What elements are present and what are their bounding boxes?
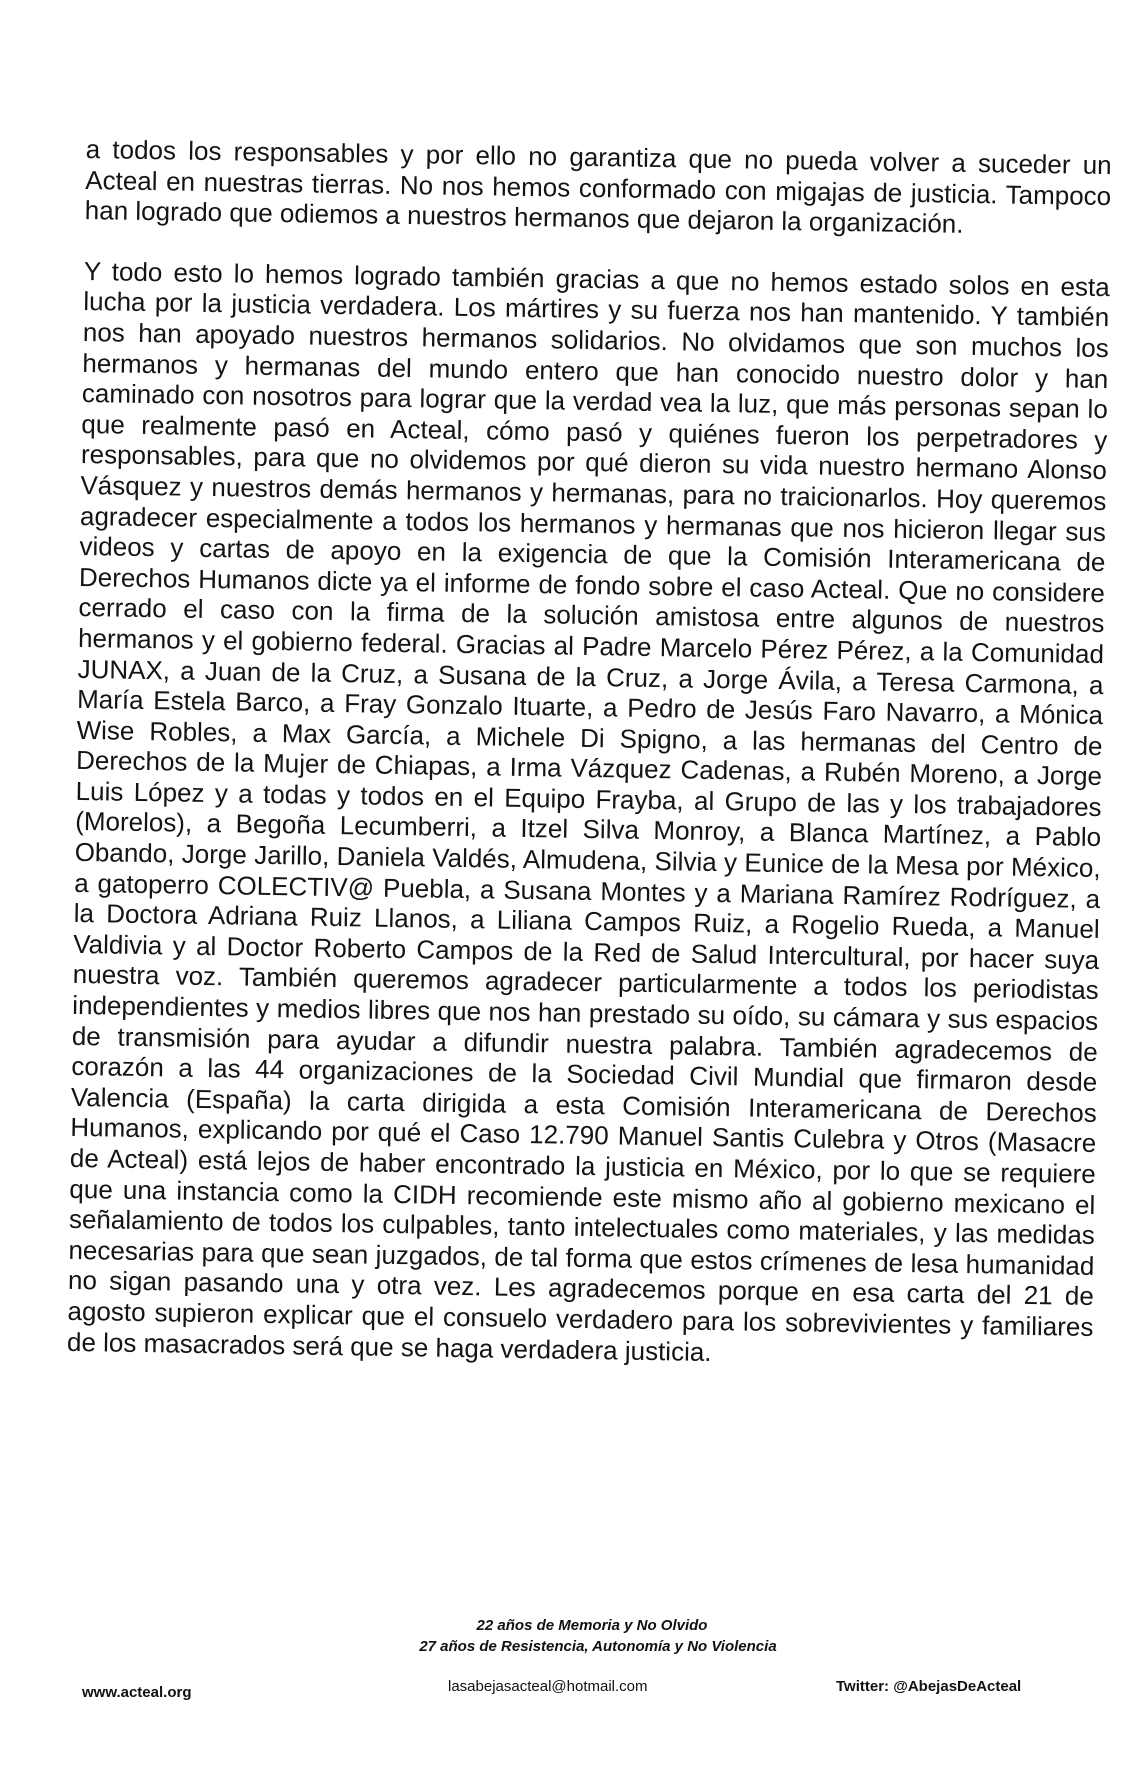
footer-twitter-handle[interactable]: Twitter: @AbejasDeActeal [836,1678,1022,1695]
paragraph-acknowledgements: Y todo esto lo hemos logrado también gracias a que no hemos estado solos en esta lucha por la justicia verdadera. Los mártires y su fuerza nos han mantenido. Y también nos han apoyado nuestros hermanos solidarios. No olvidamos que son muchos los hermanos y hermanas del mundo entero que han conocido nuestro dolor y han caminado con nosotros para lograr que la verdad vea la luz, que más personas sepan lo que realmente pasó en Acteal, cómo pasó y quiénes fueron los perpetradores y responsables, para que no olvidemos por qué dieron su vida nuestro hermano Alonso Vásquez y nuestros demás hermanos y hermanas, para no traicionarlos. Hoy queremos agradecer especialmente a todos los hermanos y hermanas que nos hicieron llegar sus videos y cartas de apoyo en la exigencia de que la Comisión Interamericana de Derechos Humanos dicte ya el informe de fondo sobre el caso Acteal. Que no considere cerrado el caso con la firma de la solución amistosa entre algunos de nuestros hermanos y el gobierno federal. Gracias al Padre Marcelo Pérez Pérez, a la Comunidad JUNAX, a Juan de la Cruz, a Susana de la Cruz, a Jorge Ávila, a Teresa Carmona, a María Estela Barco, a Fray Gonzalo Ituarte, a Pedro de Jesús Faro Navarro, a Mónica Wise Robles, a Max García, a Michele Di Spigno, a las hermanas del Centro de Derechos de la Mujer de Chiapas, a Irma Vázquez Cadenas, a Rubén Moreno, a Jorge Luis López y a todas y todos en el Equipo Frayba, al Grupo de las y los trabajadores (Morelos), a Begoña Lecumberri, a Itzel Silva Monroy, a Blanca Martínez, a Pablo Obando, Jorge Jarillo, Daniela Valdés, Almudena, Silvia y Eunice de la Mesa por México, a gatoperro COLECTIV@ Puebla, a Susana Montes y a Mariana Ramírez Rodríguez, a la Doctora Adriana Ruiz Llanos, a Liliana Campos Ruiz, a Rogelio Rueda, a Manuel Valdivia y al Doctor Roberto Campos de la Red de Salud Intercultural, por hacer suya nuestra voz. También queremos agradecer particularmente a todos los periodistas independientes y medios libres que nos han prestado su oído, su cámara y sus espacios de transmisión para ayudar a difundir nuestra palabra. También agradecemos de corazón a las 44 organizaciones de la Sociedad Civil Mundial que firmaron desde Valencia (España) la carta dirigida a esta Comisión Interamericana de Derechos Humanos, explicando por qué el Caso 12.790 Manuel Santis Culebra y Otros (Masacre de Acteal) está lejos de haber encontrado la justicia en México, por lo que se requiere que una instancia como la CIDH recomiende este mismo año al gobierno mexicano el señalamiento de todos los culpables, tanto intelectuales como materiales, y las medidas necesarias para que sean juzgados, de tal forma que estos crímenes de lesa humanidad no sigan pasando una y otra vez. Les agradecemos porque en esa carta del 21 de agosto supieron explicar que el consuelo verdadero para los sobrevivientes y familiares de los masacrados será que se haga verdadera justicia. [66,255,1110,1367]
footer-email-link[interactable]: lasabejasacteal@hotmail.com [448,1678,648,1695]
footer-website-link[interactable]: www.acteal.org [82,1684,192,1701]
paragraph-closing-statement: a todos los responsables y por ello no garantiza que no pueda volver a suceder un Acteal en nuestras tierras. No nos hemos conformado con migajas de justicia. Tampoco han logrado que odiemos a nuestros hermanos que dejaron la organización. [84,134,1112,239]
letter-body [67,134,1112,1373]
footer-motto-memory: 22 años de Memoria y No Olvido [476,1617,708,1634]
footer-motto-resistance: 27 años de Resistencia, Autonomía y No Violencia [419,1638,777,1655]
